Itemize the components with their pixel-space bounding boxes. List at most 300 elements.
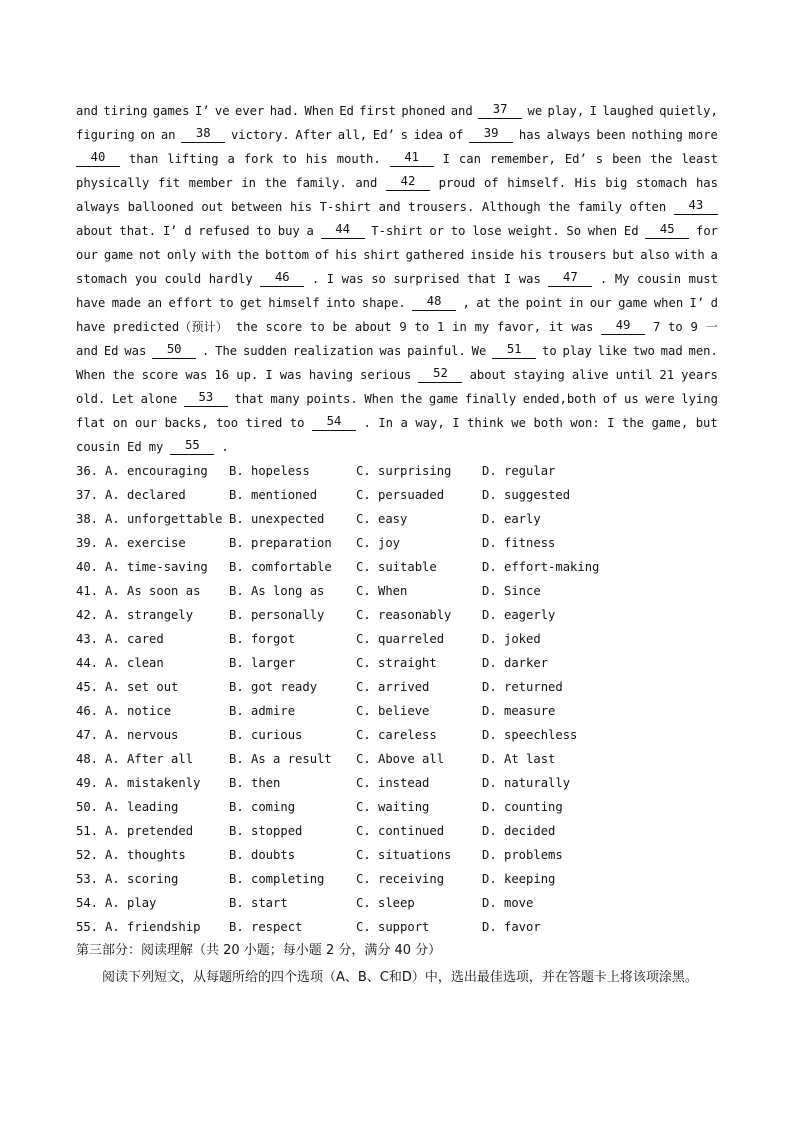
option-text: A. friendship bbox=[105, 920, 201, 934]
option-a bbox=[76, 627, 229, 651]
passage-word: years bbox=[681, 368, 718, 382]
passage-word: won: bbox=[570, 416, 600, 430]
option-a bbox=[76, 483, 229, 507]
exam-page bbox=[76, 99, 718, 991]
option-text: A. cared bbox=[105, 632, 164, 646]
passage-word: could bbox=[164, 272, 202, 286]
passage-word: out bbox=[201, 200, 224, 214]
option-text: A. exercise bbox=[105, 536, 186, 550]
passage-word: both bbox=[533, 416, 563, 430]
option-d: D. effort-making bbox=[482, 560, 600, 574]
passage-word: been bbox=[612, 152, 642, 166]
passage-word: his bbox=[305, 152, 328, 166]
option-c: C. believe bbox=[356, 704, 430, 718]
passage-word: I bbox=[503, 272, 512, 286]
option-a bbox=[76, 867, 229, 891]
option-b: B. coming bbox=[229, 800, 296, 814]
option-a bbox=[76, 795, 229, 819]
option-text: A. nervous bbox=[105, 728, 179, 742]
option-b: B. admire bbox=[229, 704, 296, 718]
passage-word: realization bbox=[292, 344, 374, 358]
passage-word: Although bbox=[481, 200, 541, 214]
question-number: 43. bbox=[76, 632, 99, 646]
passage-word: was bbox=[379, 344, 402, 358]
passage-word: backs, bbox=[164, 416, 209, 430]
option-a bbox=[76, 699, 229, 723]
passage-word: In bbox=[378, 416, 394, 430]
question-number: 40. bbox=[76, 560, 99, 574]
passage-word: weight. bbox=[508, 224, 560, 238]
passage-word: tiring bbox=[103, 104, 148, 118]
passage-word: the bbox=[237, 248, 260, 262]
option-a bbox=[76, 531, 229, 555]
passage-word: . bbox=[599, 272, 608, 286]
passage-word: cousin bbox=[76, 440, 121, 454]
passage-word: on bbox=[140, 128, 156, 142]
option-d: D. speechless bbox=[482, 728, 578, 742]
option-d: D. problems bbox=[482, 848, 563, 862]
option-c: C. straight bbox=[356, 656, 437, 670]
passage-word: predicted（预计） bbox=[113, 320, 228, 334]
passage-word: shape. bbox=[361, 296, 406, 310]
passage-word: . bbox=[363, 416, 371, 430]
passage-word: the bbox=[264, 176, 287, 190]
passage-word: After bbox=[295, 128, 333, 142]
passage-word: the bbox=[235, 320, 258, 334]
answer-blank: 45 bbox=[645, 219, 689, 239]
option-a bbox=[76, 579, 229, 603]
passage-word: his bbox=[520, 248, 543, 262]
passage-line bbox=[76, 219, 718, 243]
option-c: C. waiting bbox=[356, 800, 430, 814]
option-d: D. suggested bbox=[482, 488, 571, 502]
option-c: C. continued bbox=[356, 824, 445, 838]
option-b: B. larger bbox=[229, 656, 296, 670]
passage-word: , bbox=[462, 296, 470, 310]
question-row bbox=[76, 579, 718, 603]
answer-blank: 49 bbox=[601, 315, 645, 335]
question-row bbox=[76, 891, 718, 915]
passage-word: in bbox=[241, 176, 257, 190]
answer-blank: 38 bbox=[181, 123, 225, 143]
passage-word: was bbox=[518, 272, 541, 286]
option-b: B. hopeless bbox=[229, 464, 310, 478]
passage-word: way, bbox=[415, 416, 445, 430]
passage-word: hardly bbox=[208, 272, 253, 286]
passage-word: that. bbox=[119, 224, 157, 238]
passage-word: play, bbox=[547, 104, 585, 118]
passage-word: to bbox=[309, 320, 325, 334]
question-row bbox=[76, 867, 718, 891]
answer-blank: 43 bbox=[674, 195, 718, 215]
passage-word: a bbox=[400, 416, 408, 430]
passage-line bbox=[76, 243, 718, 267]
passage-line bbox=[76, 267, 718, 291]
passage-word: victory. bbox=[230, 128, 290, 142]
passage-word: our bbox=[76, 248, 99, 262]
option-a bbox=[76, 507, 229, 531]
option-c: C. support bbox=[356, 920, 430, 934]
passage-word: has bbox=[518, 128, 541, 142]
passage-word: bottom bbox=[265, 248, 310, 262]
option-a bbox=[76, 723, 229, 747]
passage-word: score bbox=[141, 368, 179, 382]
passage-word: family bbox=[577, 200, 622, 214]
passage-line bbox=[76, 339, 718, 363]
option-d: D. eagerly bbox=[482, 608, 556, 622]
passage-word: So bbox=[566, 224, 582, 238]
option-b: B. respect bbox=[229, 920, 303, 934]
passage-word: was bbox=[571, 320, 594, 334]
passage-word: 9 bbox=[690, 320, 698, 334]
passage-word: fit bbox=[158, 176, 181, 190]
passage-word: stomach bbox=[76, 272, 128, 286]
option-b: B. start bbox=[229, 896, 288, 910]
option-d: D. naturally bbox=[482, 776, 571, 790]
passage-word: Ed bbox=[339, 104, 354, 118]
passage-word: lying bbox=[681, 392, 718, 406]
passage-line bbox=[76, 363, 718, 387]
option-text: A. mistakenly bbox=[105, 776, 201, 790]
option-b: B. completing bbox=[229, 872, 325, 886]
passage-word: than bbox=[128, 152, 159, 166]
option-text: A. pretended bbox=[105, 824, 194, 838]
answer-blank: 40 bbox=[76, 147, 120, 167]
passage-word: the bbox=[650, 152, 673, 166]
passage-word: the bbox=[622, 416, 645, 430]
passage-word: When bbox=[364, 392, 394, 406]
passage-word: must bbox=[688, 272, 718, 286]
question-number: 52. bbox=[76, 848, 99, 862]
answer-blank: 51 bbox=[492, 339, 536, 359]
passage-word: Ed’ bbox=[372, 128, 395, 142]
passage-word: old. bbox=[76, 392, 106, 406]
passage-word: 16 bbox=[214, 368, 230, 382]
option-d: D. decided bbox=[482, 824, 556, 838]
passage-word: s bbox=[400, 128, 408, 142]
option-b: B. then bbox=[229, 776, 281, 790]
passage-word: you bbox=[134, 272, 157, 286]
passage-word: favor, bbox=[497, 320, 542, 334]
answer-blank: 52 bbox=[418, 363, 462, 383]
passage-word: figuring bbox=[76, 128, 135, 142]
passage-word: to bbox=[289, 416, 305, 430]
option-a bbox=[76, 651, 229, 675]
passage-word: game bbox=[618, 296, 648, 310]
passage-word: have bbox=[76, 296, 106, 310]
passage-word: laughed bbox=[602, 104, 654, 118]
passage-word: to bbox=[218, 296, 234, 310]
option-c: C. persuaded bbox=[356, 488, 445, 502]
section-instruction: 阅读下列短文，从每题所给的四个选项（A、B、C和D）中，选出最佳选项，并在答题卡上将该项涂黑。 bbox=[102, 970, 698, 985]
passage-word: up. bbox=[236, 368, 259, 382]
passage-word: stomach bbox=[635, 176, 688, 190]
passage-word: quietly, bbox=[659, 104, 718, 118]
passage-word: effort bbox=[168, 296, 213, 310]
passage-word: His bbox=[574, 176, 597, 190]
question-number: 48. bbox=[76, 752, 99, 766]
passage-word: and bbox=[76, 104, 99, 118]
passage-word: to bbox=[450, 224, 466, 238]
question-number: 50. bbox=[76, 800, 99, 814]
passage-word: . bbox=[311, 272, 320, 286]
passage-word: remember, bbox=[489, 152, 556, 166]
option-text: A. time-saving bbox=[105, 560, 208, 574]
passage-word: My bbox=[614, 272, 630, 286]
answer-blank: 53 bbox=[184, 387, 228, 407]
passage-word: with bbox=[675, 248, 705, 262]
passage-word: be bbox=[332, 320, 348, 334]
passage-word: 9 bbox=[399, 320, 407, 334]
passage-word: his bbox=[289, 200, 312, 214]
passage-word: made bbox=[111, 296, 142, 310]
option-c: C. reasonably bbox=[356, 608, 452, 622]
question-row bbox=[76, 627, 718, 651]
passage-word: too bbox=[216, 416, 239, 430]
passage-word: game bbox=[428, 392, 459, 406]
passage-word: and bbox=[76, 344, 99, 358]
passage-word: can bbox=[458, 152, 481, 166]
passage-word: fork bbox=[243, 152, 274, 166]
passage-word: that bbox=[467, 272, 497, 286]
passage-word: trousers bbox=[547, 248, 607, 262]
passage-word: game bbox=[103, 248, 134, 262]
passage-word: of bbox=[483, 176, 499, 190]
passage-word: ballooned bbox=[127, 200, 194, 214]
question-number: 39. bbox=[76, 536, 99, 550]
passage-word: was bbox=[185, 368, 208, 382]
answer-blank: 47 bbox=[548, 267, 592, 287]
passage-word: The bbox=[215, 344, 238, 358]
passage-word: flat bbox=[76, 416, 106, 430]
option-b: B. As long as bbox=[229, 584, 325, 598]
passage-word: about bbox=[469, 368, 507, 382]
question-row bbox=[76, 459, 718, 483]
passage-word: when bbox=[587, 224, 618, 238]
passage-word: 7 bbox=[652, 320, 661, 334]
option-text: A. unforgettable bbox=[105, 512, 223, 526]
question-number: 37. bbox=[76, 488, 99, 502]
option-c: C. surprising bbox=[356, 464, 452, 478]
option-b: B. got ready bbox=[229, 680, 318, 694]
passage-word: mouth. bbox=[336, 152, 381, 166]
passage-word: always bbox=[546, 128, 591, 142]
answer-blank: 54 bbox=[312, 411, 356, 431]
passage-word: had. bbox=[269, 104, 300, 118]
option-d: D. darker bbox=[482, 656, 549, 670]
passage-word: I’ bbox=[194, 104, 210, 118]
passage-word: points. bbox=[306, 392, 358, 406]
passage-word: ever bbox=[234, 104, 265, 118]
passage-word: at bbox=[476, 296, 491, 310]
passage-word: an bbox=[147, 296, 163, 310]
question-row bbox=[76, 771, 718, 795]
question-number: 41. bbox=[76, 584, 99, 598]
passage-word: until bbox=[615, 368, 653, 382]
option-a bbox=[76, 891, 229, 915]
passage-word: himself. bbox=[507, 176, 566, 190]
question-number: 49. bbox=[76, 776, 99, 790]
passage-word: not bbox=[139, 248, 162, 262]
passage-word: that bbox=[234, 392, 264, 406]
passage-word: was bbox=[124, 344, 147, 358]
passage-word: the bbox=[548, 200, 571, 214]
passage-word: to bbox=[282, 152, 297, 166]
passage-word: tired bbox=[245, 416, 283, 430]
option-b: B. mentioned bbox=[229, 488, 318, 502]
passage-word: 21 bbox=[659, 368, 675, 382]
option-b: B. curious bbox=[229, 728, 303, 742]
passage-word: but bbox=[695, 416, 718, 430]
question-row bbox=[76, 507, 718, 531]
section-title: 第三部分：阅读理解（共 20 小题；每小题 2 分，满分 40 分） bbox=[76, 943, 442, 958]
passage-word: I bbox=[452, 416, 460, 430]
question-number: 38. bbox=[76, 512, 99, 526]
passage-word: point bbox=[525, 296, 563, 310]
passage-word: finally bbox=[464, 392, 517, 406]
passage-word: of bbox=[314, 248, 330, 262]
option-b: B. unexpected bbox=[229, 512, 325, 526]
question-number: 42. bbox=[76, 608, 99, 622]
option-d: D. joked bbox=[482, 632, 541, 646]
option-c: C. quarreled bbox=[356, 632, 445, 646]
answer-blank: 50 bbox=[152, 339, 196, 359]
option-c: C. receiving bbox=[356, 872, 445, 886]
passage-word: game, bbox=[651, 416, 689, 430]
option-a bbox=[76, 915, 229, 939]
passage-line bbox=[76, 147, 718, 171]
option-d: D. regular bbox=[482, 464, 556, 478]
passage-word: only bbox=[166, 248, 197, 262]
option-c: C. joy bbox=[356, 536, 401, 550]
question-row bbox=[76, 795, 718, 819]
question-number: 51. bbox=[76, 824, 99, 838]
passage-word: about bbox=[354, 320, 392, 334]
passage-word: was bbox=[341, 272, 364, 286]
passage-word: himself bbox=[268, 296, 320, 310]
passage-word: more bbox=[688, 128, 718, 142]
option-text: A. scoring bbox=[105, 872, 179, 886]
passage-word: s bbox=[595, 152, 604, 166]
question-row bbox=[76, 675, 718, 699]
passage-word: but bbox=[612, 248, 635, 262]
passage-word: first bbox=[359, 104, 396, 118]
option-d: D. At last bbox=[482, 752, 556, 766]
passage-word: his bbox=[335, 248, 358, 262]
passage-word: get bbox=[239, 296, 262, 310]
option-d: D. measure bbox=[482, 704, 556, 718]
passage-word: big bbox=[605, 176, 628, 190]
passage-word: my bbox=[474, 320, 490, 334]
passage-word: think bbox=[467, 416, 504, 430]
passage-word: the bbox=[400, 392, 423, 406]
answer-blank: 41 bbox=[390, 147, 434, 167]
passage-word: to bbox=[256, 224, 272, 238]
question-row bbox=[76, 723, 718, 747]
passage-word: it bbox=[548, 320, 564, 334]
option-a bbox=[76, 603, 229, 627]
passage-word: surprised bbox=[393, 272, 460, 286]
option-a bbox=[76, 459, 229, 483]
passage-word: buy bbox=[277, 224, 300, 238]
passage-word: Ed bbox=[127, 440, 142, 454]
option-text: A. thoughts bbox=[105, 848, 186, 862]
option-a bbox=[76, 771, 229, 795]
passage-word: I bbox=[589, 104, 597, 118]
passage-word: d bbox=[184, 224, 192, 238]
passage-word: 1 bbox=[436, 320, 445, 334]
passage-word: been bbox=[596, 128, 626, 142]
option-c: C. easy bbox=[356, 512, 408, 526]
passage-word: d bbox=[710, 296, 718, 310]
passage-word: many bbox=[270, 392, 300, 406]
option-d: D. move bbox=[482, 896, 534, 910]
passage-word: also bbox=[640, 248, 670, 262]
option-b: B. comfortable bbox=[229, 560, 332, 574]
passage-word: inside bbox=[470, 248, 515, 262]
passage-word: men. bbox=[688, 344, 718, 358]
passage-word: in bbox=[568, 296, 584, 310]
option-c: C. careless bbox=[356, 728, 437, 742]
passage-word: the bbox=[112, 368, 135, 382]
passage-line bbox=[76, 435, 718, 459]
option-c: C. Above all bbox=[356, 752, 445, 766]
question-number: 45. bbox=[76, 680, 99, 694]
passage-word: Let bbox=[111, 392, 134, 406]
passage-word: least bbox=[681, 152, 718, 166]
option-text: A. encouraging bbox=[105, 464, 208, 478]
option-c: C. suitable bbox=[356, 560, 437, 574]
passage-word: trousers. bbox=[408, 200, 475, 214]
option-text: A. After all bbox=[105, 752, 194, 766]
passage-word: Ed bbox=[623, 224, 639, 238]
option-d: D. fitness bbox=[482, 536, 556, 550]
answer-blank: 46 bbox=[260, 267, 304, 287]
passage-word: alone bbox=[140, 392, 178, 406]
passage-word: have bbox=[76, 320, 106, 334]
passage-word: ve bbox=[214, 104, 230, 118]
question-row bbox=[76, 747, 718, 771]
passage-word: an bbox=[160, 128, 176, 142]
passage-word: I’ bbox=[162, 224, 178, 238]
option-c: C. instead bbox=[356, 776, 430, 790]
passage-word: were bbox=[645, 392, 675, 406]
question-row bbox=[76, 531, 718, 555]
passage-word: We bbox=[471, 344, 487, 358]
passage-word: with bbox=[202, 248, 232, 262]
option-text: A. notice bbox=[105, 704, 172, 718]
passage-word: so bbox=[371, 272, 386, 286]
passage-word: for bbox=[695, 224, 718, 238]
passage-word: us bbox=[624, 392, 639, 406]
option-a bbox=[76, 747, 229, 771]
passage-word: my bbox=[148, 440, 164, 454]
passage-word: to bbox=[541, 344, 557, 358]
question-number: 47. bbox=[76, 728, 99, 742]
passage-word: I’ bbox=[689, 296, 705, 310]
option-b: B. doubts bbox=[229, 848, 296, 862]
passage-word: Ed’ bbox=[564, 152, 587, 166]
passage-line bbox=[76, 315, 718, 339]
question-row bbox=[76, 603, 718, 627]
option-d: D. returned bbox=[482, 680, 563, 694]
question-number: 36. bbox=[76, 464, 99, 478]
question-number: 55. bbox=[76, 920, 99, 934]
passage-word: gathered bbox=[405, 248, 465, 262]
option-a bbox=[76, 555, 229, 579]
question-number: 54. bbox=[76, 896, 99, 910]
question-number: 44. bbox=[76, 656, 99, 670]
